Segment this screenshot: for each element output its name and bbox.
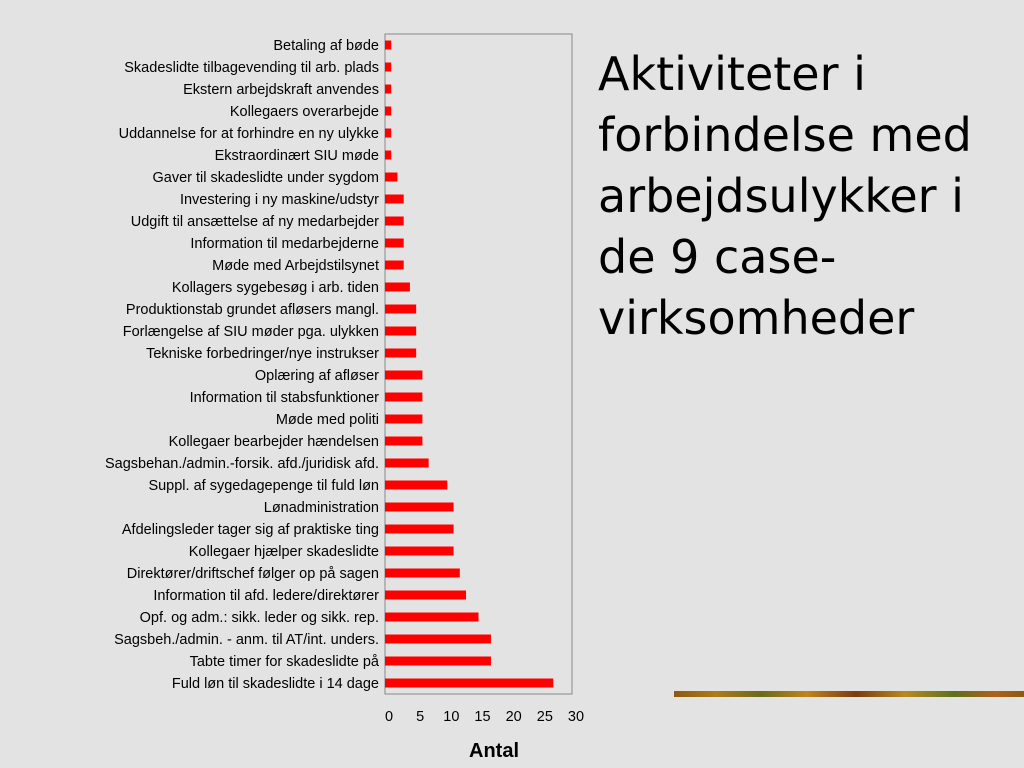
bar <box>385 305 416 314</box>
x-tick-label: 20 <box>505 709 522 725</box>
bar <box>385 525 454 534</box>
bar <box>385 327 416 336</box>
category-label: Produktionstab grundet afløsers mangl. <box>125 302 379 318</box>
x-tick-label: 25 <box>536 709 553 725</box>
x-tick-label: 15 <box>474 709 491 725</box>
category-label: Lønadministration <box>263 500 379 516</box>
bar <box>385 239 404 248</box>
category-label: Oplæring af afløser <box>254 368 379 384</box>
category-label: Kollegaers overarbejde <box>229 104 379 120</box>
bar <box>385 85 391 94</box>
bar <box>385 107 391 116</box>
category-label: Møde med Arbejdstilsynet <box>212 258 379 274</box>
x-tick-label: 5 <box>416 709 425 725</box>
category-label: Ekstern arbejdskraft anvendes <box>183 82 379 98</box>
slide-title: Aktiviteter i forbindelse med arbejdsulykker i de 9 case-virksomheder <box>598 47 972 345</box>
bar <box>385 283 410 292</box>
category-label: Ekstraordinært SIU møde <box>214 148 379 164</box>
bar <box>385 503 454 512</box>
bar <box>385 635 491 644</box>
category-label: Tabte timer for skadeslidte på <box>189 654 379 670</box>
category-label: Møde med politi <box>275 412 379 428</box>
bar <box>385 393 422 402</box>
bar <box>385 459 429 468</box>
x-tick-label: 30 <box>567 709 585 725</box>
category-label: Forlængelse af SIU møder pga. ulykken <box>122 324 379 340</box>
category-label: Gaver til skadeslidte under sygdom <box>152 170 379 186</box>
bar <box>385 613 479 622</box>
bar <box>385 261 404 270</box>
category-label: Information til medarbejderne <box>190 236 379 252</box>
category-label: Tekniske forbedringer/nye instrukser <box>146 346 379 362</box>
category-label: Information til stabsfunktioner <box>189 390 379 406</box>
category-label: Fuld løn til skadeslidte i 14 dage <box>171 676 379 692</box>
category-label: Uddannelse for at forhindre en ny ulykke <box>118 126 379 142</box>
category-label: Sagsbehan./admin.-forsik. afd./juridisk afd. <box>104 456 379 472</box>
decorative-stripe <box>674 691 1024 697</box>
bar <box>385 173 397 182</box>
category-label: Sagsbeh./admin. - anm. til AT/int. unders. <box>114 632 379 648</box>
bar <box>385 547 454 556</box>
bar <box>385 129 391 138</box>
bar <box>385 63 391 72</box>
category-label: Opf. og adm.: sikk. leder og sikk. rep. <box>139 610 379 626</box>
bar <box>385 41 391 50</box>
category-label: Direktører/driftschef følger op på sagen <box>126 566 379 582</box>
x-tick-label: 10 <box>443 709 460 725</box>
bar <box>385 437 422 446</box>
bar <box>385 371 422 380</box>
bar <box>385 349 416 358</box>
bar <box>385 415 422 424</box>
category-label: Udgift til ansættelse af ny medarbejder <box>130 214 379 230</box>
category-label: Suppl. af sygedagepenge til fuld løn <box>148 478 379 494</box>
bar <box>385 151 391 160</box>
category-label: Kollagers sygebesøg i arb. tiden <box>171 280 379 296</box>
x-axis-title: Antal <box>469 740 519 762</box>
bar <box>385 481 447 490</box>
bar <box>385 195 404 204</box>
bar <box>385 569 460 578</box>
category-label: Betaling af bøde <box>273 38 379 54</box>
bar <box>385 217 404 226</box>
bar <box>385 591 466 600</box>
x-tick-label: 0 <box>384 709 394 725</box>
category-label: Investering i ny maskine/udstyr <box>179 192 379 208</box>
category-label: Kollegaer bearbejder hændelsen <box>168 434 379 450</box>
category-label: Afdelingsleder tager sig af praktiske ting <box>121 522 379 538</box>
bar <box>385 657 491 666</box>
category-label: Kollegaer hjælper skadeslidte <box>188 544 379 560</box>
category-label: Information til afd. ledere/direktører <box>153 588 379 604</box>
category-label: Skadeslidte tilbagevending til arb. plads <box>124 60 379 76</box>
bar <box>385 679 553 688</box>
